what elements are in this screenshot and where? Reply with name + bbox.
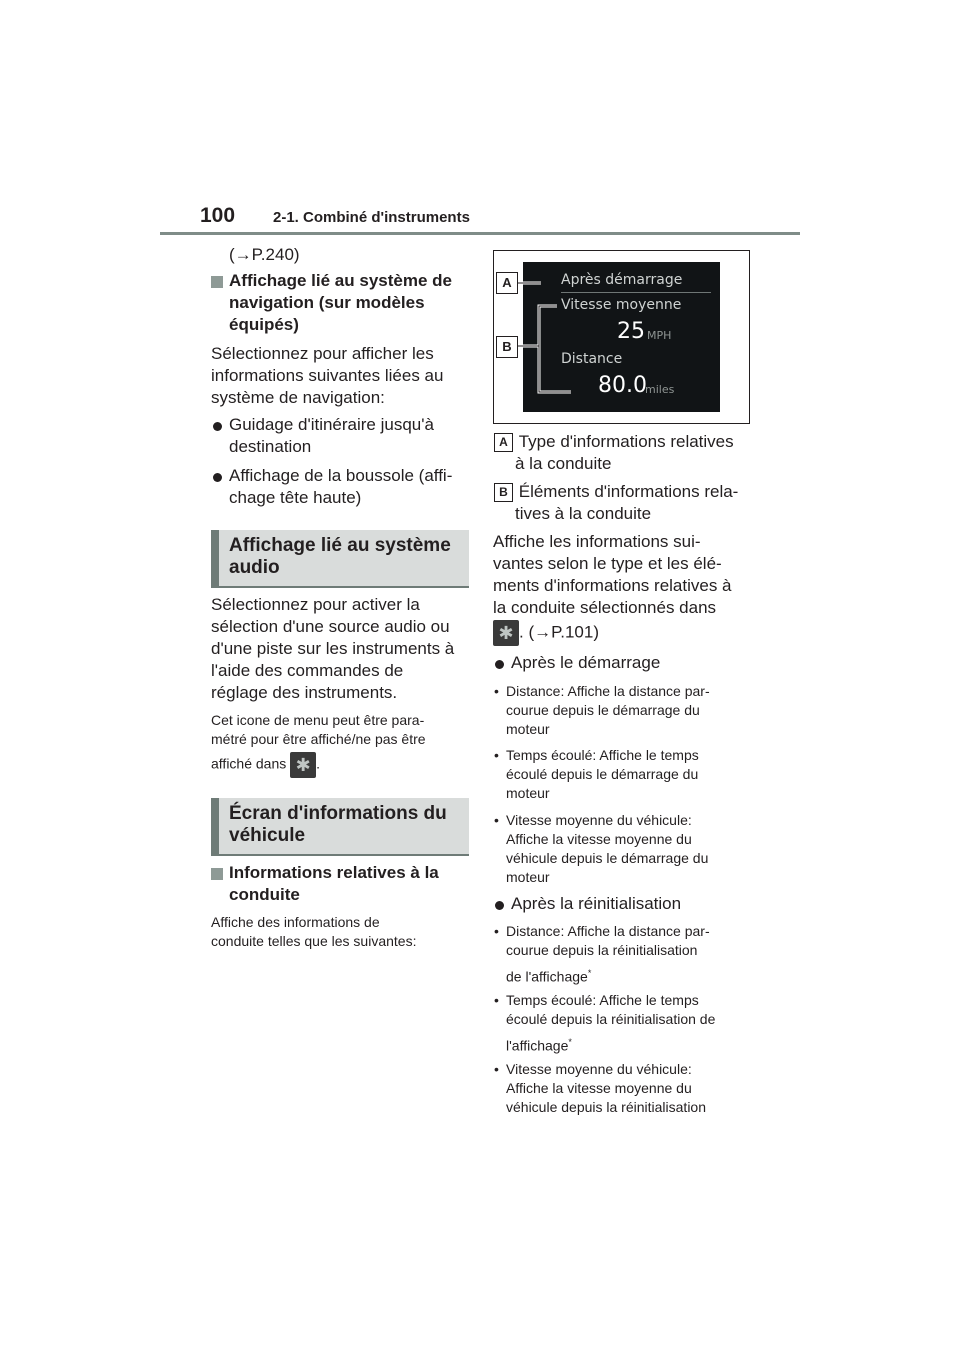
footnote-marker: * xyxy=(587,968,592,978)
callout-a: A xyxy=(496,272,518,294)
text-line: Informations relatives à la xyxy=(229,863,439,882)
nav-heading-line: Affichage lié au système de xyxy=(229,271,452,290)
text-line: Guidage d'itinéraire jusqu'à xyxy=(229,415,434,434)
note-text xyxy=(211,711,426,749)
round-bullet-icon xyxy=(213,473,222,482)
page-number: 100 xyxy=(200,204,236,227)
text-line: Temps écoulé: Affiche le temps xyxy=(506,747,699,763)
list-item xyxy=(506,1060,706,1117)
page-reference: (→P.240) xyxy=(229,245,300,264)
small-bullet: • xyxy=(494,992,499,1008)
list-item xyxy=(506,991,715,1056)
small-bullet: • xyxy=(494,812,499,828)
text-line: chage tête haute) xyxy=(229,488,362,507)
text-line: de l'affichage xyxy=(506,968,588,985)
text-line: à la conduite xyxy=(515,454,612,473)
text-line: la conduite sélectionnés dans xyxy=(493,598,717,617)
section-title: 2-1. Combiné d'instruments xyxy=(273,209,470,226)
text-line: . xyxy=(316,755,321,772)
gear-icon: ✱ xyxy=(493,620,519,646)
callout-b: B xyxy=(496,336,518,358)
text-line: moteur xyxy=(506,869,550,885)
text-line: informations suivantes liées au xyxy=(211,366,444,385)
text-line: Distance: Affiche la distance par- xyxy=(506,923,710,939)
text-line: Affiche la vitesse moyenne du xyxy=(506,1080,692,1096)
text-line: Type d'informations relatives xyxy=(518,432,734,451)
text-line xyxy=(506,1033,715,1056)
driving-heading xyxy=(229,862,439,906)
callout-a-inline: A xyxy=(494,433,513,452)
small-bullet: • xyxy=(494,747,499,763)
nav-text xyxy=(211,343,443,409)
text-line: conduite telles que les suivantes: xyxy=(211,933,417,949)
screen-speed-unit: MPH xyxy=(647,329,672,342)
round-bullet-icon xyxy=(495,660,504,669)
text-line: Affiche des informations de xyxy=(211,914,380,930)
screen-distance-label: Distance xyxy=(561,351,623,367)
note-text-icon-line xyxy=(211,752,320,778)
text-line: Affichage de la boussole (affi- xyxy=(229,466,453,485)
text-line: Affiche la vitesse moyenne du xyxy=(506,831,692,847)
text-line xyxy=(506,964,710,987)
right-paragraph xyxy=(493,531,732,619)
text-line: moteur xyxy=(506,721,550,737)
small-bullet: • xyxy=(494,923,499,939)
header-rule xyxy=(160,232,800,235)
text-line: Vitesse moyenne du véhicule: xyxy=(506,1061,692,1077)
section-underline xyxy=(211,854,469,856)
legend-b xyxy=(494,481,738,503)
text-line: Temps écoulé: Affiche le temps xyxy=(506,992,699,1008)
screen-distance-value: 80.0 xyxy=(598,373,647,398)
small-bullet: • xyxy=(494,683,499,699)
round-bullet-icon xyxy=(213,422,222,431)
text-line: affiché dans xyxy=(211,755,287,772)
callout-lines xyxy=(493,250,748,422)
list-item xyxy=(506,811,708,887)
square-bullet-icon xyxy=(211,276,223,288)
round-bullet-icon xyxy=(495,901,504,910)
text-line: Sélectionnez pour activer la xyxy=(211,595,420,614)
audio-text xyxy=(211,594,454,704)
screen-speed-value: 25 xyxy=(617,319,645,344)
square-bullet-icon xyxy=(211,868,223,880)
text-line: Vitesse moyenne du véhicule: xyxy=(506,812,692,828)
section-title-line: Écran d'informations du xyxy=(229,803,447,824)
text-line: l'affichage xyxy=(506,1037,569,1054)
text-line: ments d'informations relatives à xyxy=(493,576,732,595)
text-line: courue depuis le démarrage du xyxy=(506,702,700,718)
text-line: sélection d'une source audio ou xyxy=(211,617,450,636)
right-paragraph-icon-line xyxy=(493,620,599,646)
legend-a xyxy=(494,431,734,453)
nav-heading-line: navigation (sur modèles xyxy=(229,293,425,312)
text-line: l'aide des commandes de xyxy=(211,661,404,680)
bullet-item xyxy=(229,465,452,509)
text-line: . (→P.101) xyxy=(519,622,600,642)
text-line: destination xyxy=(229,437,312,456)
text-line: Cet icone de menu peut être para- xyxy=(211,712,425,728)
callout-b-inline: B xyxy=(494,483,513,502)
text-line: moteur xyxy=(506,785,550,801)
screen-title: Après démarrage xyxy=(561,272,683,288)
text-line: Affiche les informations sui- xyxy=(493,532,701,551)
gear-icon: ✱ xyxy=(290,752,316,778)
bullet-item xyxy=(229,414,434,458)
text-line: courue depuis la réinitialisation xyxy=(506,942,698,958)
subheading-after-start: Après le démarrage xyxy=(511,653,661,672)
text-line: tives à la conduite xyxy=(515,504,652,523)
section-title-line: véhicule xyxy=(229,825,306,846)
section-title-line: audio xyxy=(229,557,280,578)
text-line: d'une piste sur les instruments à xyxy=(211,639,455,658)
text-line: Éléments d'informations rela- xyxy=(518,482,739,501)
nav-heading xyxy=(229,270,452,336)
text-line: vantes selon le type et les élé- xyxy=(493,554,722,573)
text-line: métré pour être affiché/ne pas être xyxy=(211,731,426,747)
footnote-marker: * xyxy=(568,1037,572,1047)
text-line: réglage des instruments. xyxy=(211,683,398,702)
list-item xyxy=(506,746,699,803)
screen-distance-unit: miles xyxy=(645,383,675,396)
small-bullet: • xyxy=(494,1061,499,1077)
nav-heading-line: équipés) xyxy=(229,315,299,334)
text-line: véhicule depuis la réinitialisation xyxy=(506,1099,707,1115)
text-line: écoulé depuis le démarrage du xyxy=(506,766,699,782)
list-item xyxy=(506,682,710,739)
screen-avg-label: Vitesse moyenne xyxy=(561,297,682,313)
text-line: système de navigation: xyxy=(211,388,385,407)
section-underline xyxy=(211,586,469,588)
text-line: écoulé depuis la réinitialisation de xyxy=(506,1011,716,1027)
text-line: Distance: Affiche la distance par- xyxy=(506,683,710,699)
subheading-after-reset: Après la réinitialisation xyxy=(511,894,682,913)
driving-text xyxy=(211,913,416,951)
text-line: Sélectionnez pour afficher les xyxy=(211,344,434,363)
text-line: véhicule depuis le démarrage du xyxy=(506,850,709,866)
text-line: conduite xyxy=(229,885,300,904)
list-item xyxy=(506,922,710,987)
section-title-line: Affichage lié au système xyxy=(229,535,451,556)
